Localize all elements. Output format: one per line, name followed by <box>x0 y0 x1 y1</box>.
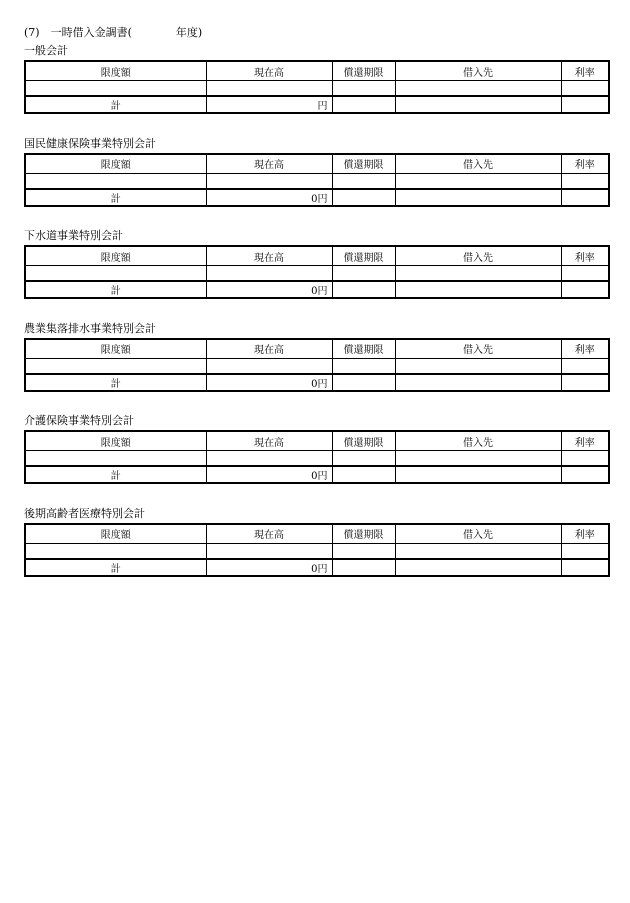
table-cell <box>25 266 206 282</box>
table-cell <box>332 543 395 559</box>
document-title: (7) 一時借入金調書( 年度) <box>24 26 203 39</box>
column-header: 現在高 <box>206 61 332 81</box>
account-section <box>24 137 608 207</box>
table-header-row <box>25 246 609 266</box>
column-header: 借入先 <box>395 246 561 266</box>
total-amount: 0円 <box>206 281 332 298</box>
total-label: 計 <box>25 189 206 206</box>
column-header: 償還期限 <box>332 154 395 174</box>
total-amount: 0円 <box>206 374 332 391</box>
table-cell <box>561 358 609 374</box>
column-header: 現在高 <box>206 154 332 174</box>
table-cell <box>332 81 395 97</box>
table-cell <box>561 559 609 576</box>
table-cell <box>25 358 206 374</box>
table-cell <box>395 96 561 113</box>
column-header: 限度額 <box>25 246 206 266</box>
table-cell <box>206 543 332 559</box>
total-row <box>25 374 609 391</box>
total-amount: 0円 <box>206 466 332 483</box>
total-amount: 0円 <box>206 189 332 206</box>
table-cell <box>395 466 561 483</box>
table-cell <box>206 451 332 467</box>
table-header-row <box>25 524 609 544</box>
total-row <box>25 559 609 576</box>
column-header: 現在高 <box>206 339 332 359</box>
borrowing-table <box>24 60 610 114</box>
table-cell <box>561 266 609 282</box>
table-header-row <box>25 61 609 81</box>
table-cell <box>395 559 561 576</box>
table-cell <box>332 374 395 391</box>
column-header: 利率 <box>561 61 609 81</box>
account-section <box>24 44 608 114</box>
column-header: 限度額 <box>25 339 206 359</box>
table-cell <box>332 96 395 113</box>
borrowing-table <box>24 338 610 392</box>
table-cell <box>25 173 206 189</box>
table-cell <box>332 266 395 282</box>
column-header: 現在高 <box>206 524 332 544</box>
total-row <box>25 189 609 206</box>
total-label: 計 <box>25 374 206 391</box>
table-cell <box>561 466 609 483</box>
column-header: 利率 <box>561 431 609 451</box>
total-label: 計 <box>25 466 206 483</box>
column-header: 利率 <box>561 246 609 266</box>
total-amount: 円 <box>206 96 332 113</box>
table-row <box>25 266 609 282</box>
table-cell <box>395 281 561 298</box>
column-header: 現在高 <box>206 246 332 266</box>
table-cell <box>561 189 609 206</box>
column-header: 利率 <box>561 339 609 359</box>
column-header: 利率 <box>561 524 609 544</box>
total-row <box>25 281 609 298</box>
table-cell <box>395 543 561 559</box>
table-cell <box>395 451 561 467</box>
table-cell <box>332 189 395 206</box>
table-cell <box>561 96 609 113</box>
column-header: 限度額 <box>25 154 206 174</box>
total-amount: 0円 <box>206 559 332 576</box>
table-cell <box>395 358 561 374</box>
column-header: 借入先 <box>395 61 561 81</box>
column-header: 限度額 <box>25 431 206 451</box>
section-title: 下水道事業特別会計 <box>24 229 123 242</box>
table-cell <box>561 173 609 189</box>
table-cell <box>332 466 395 483</box>
account-section <box>24 414 608 484</box>
total-row <box>25 96 609 113</box>
section-title: 国民健康保険事業特別会計 <box>24 136 156 150</box>
table-cell <box>206 358 332 374</box>
table-row <box>25 173 609 189</box>
table-cell <box>332 559 395 576</box>
table-row <box>25 543 609 559</box>
table-header-row <box>25 339 609 359</box>
table-cell <box>561 451 609 467</box>
table-cell <box>25 451 206 467</box>
table-cell <box>25 543 206 559</box>
table-cell <box>332 451 395 467</box>
account-section <box>24 229 608 299</box>
total-label: 計 <box>25 559 206 576</box>
table-header-row <box>25 431 609 451</box>
column-header: 償還期限 <box>332 524 395 544</box>
table-cell <box>332 281 395 298</box>
column-header: 償還期限 <box>332 339 395 359</box>
account-section <box>24 507 608 577</box>
column-header: 借入先 <box>395 431 561 451</box>
table-cell <box>332 358 395 374</box>
column-header: 現在高 <box>206 431 332 451</box>
column-header: 借入先 <box>395 524 561 544</box>
section-title: 農業集落排水事業特別会計 <box>24 321 156 335</box>
table-cell <box>395 173 561 189</box>
table-cell <box>332 173 395 189</box>
column-header: 利率 <box>561 154 609 174</box>
column-header: 限度額 <box>25 61 206 81</box>
table-cell <box>561 543 609 559</box>
table-row <box>25 81 609 97</box>
borrowing-table <box>24 430 610 484</box>
total-row <box>25 466 609 483</box>
borrowing-table <box>24 245 610 299</box>
borrowing-table <box>24 523 610 577</box>
column-header: 限度額 <box>25 524 206 544</box>
total-label: 計 <box>25 281 206 298</box>
column-header: 償還期限 <box>332 246 395 266</box>
table-row <box>25 358 609 374</box>
table-cell <box>206 266 332 282</box>
table-cell <box>561 281 609 298</box>
section-title: 介護保険事業特別会計 <box>24 414 134 427</box>
table-cell <box>206 173 332 189</box>
table-cell <box>561 81 609 97</box>
table-row <box>25 451 609 467</box>
account-section <box>24 322 608 392</box>
column-header: 償還期限 <box>332 431 395 451</box>
table-cell <box>561 374 609 391</box>
borrowing-table <box>24 153 610 207</box>
column-header: 借入先 <box>395 339 561 359</box>
table-cell <box>395 374 561 391</box>
table-cell <box>395 81 561 97</box>
section-title: 一般会計 <box>24 44 68 57</box>
column-header: 借入先 <box>395 154 561 174</box>
total-label: 計 <box>25 96 206 113</box>
column-header: 償還期限 <box>332 61 395 81</box>
table-cell <box>206 81 332 97</box>
section-title: 後期高齢者医療特別会計 <box>24 506 145 520</box>
table-cell <box>25 81 206 97</box>
table-header-row <box>25 154 609 174</box>
table-cell <box>395 266 561 282</box>
table-cell <box>395 189 561 206</box>
